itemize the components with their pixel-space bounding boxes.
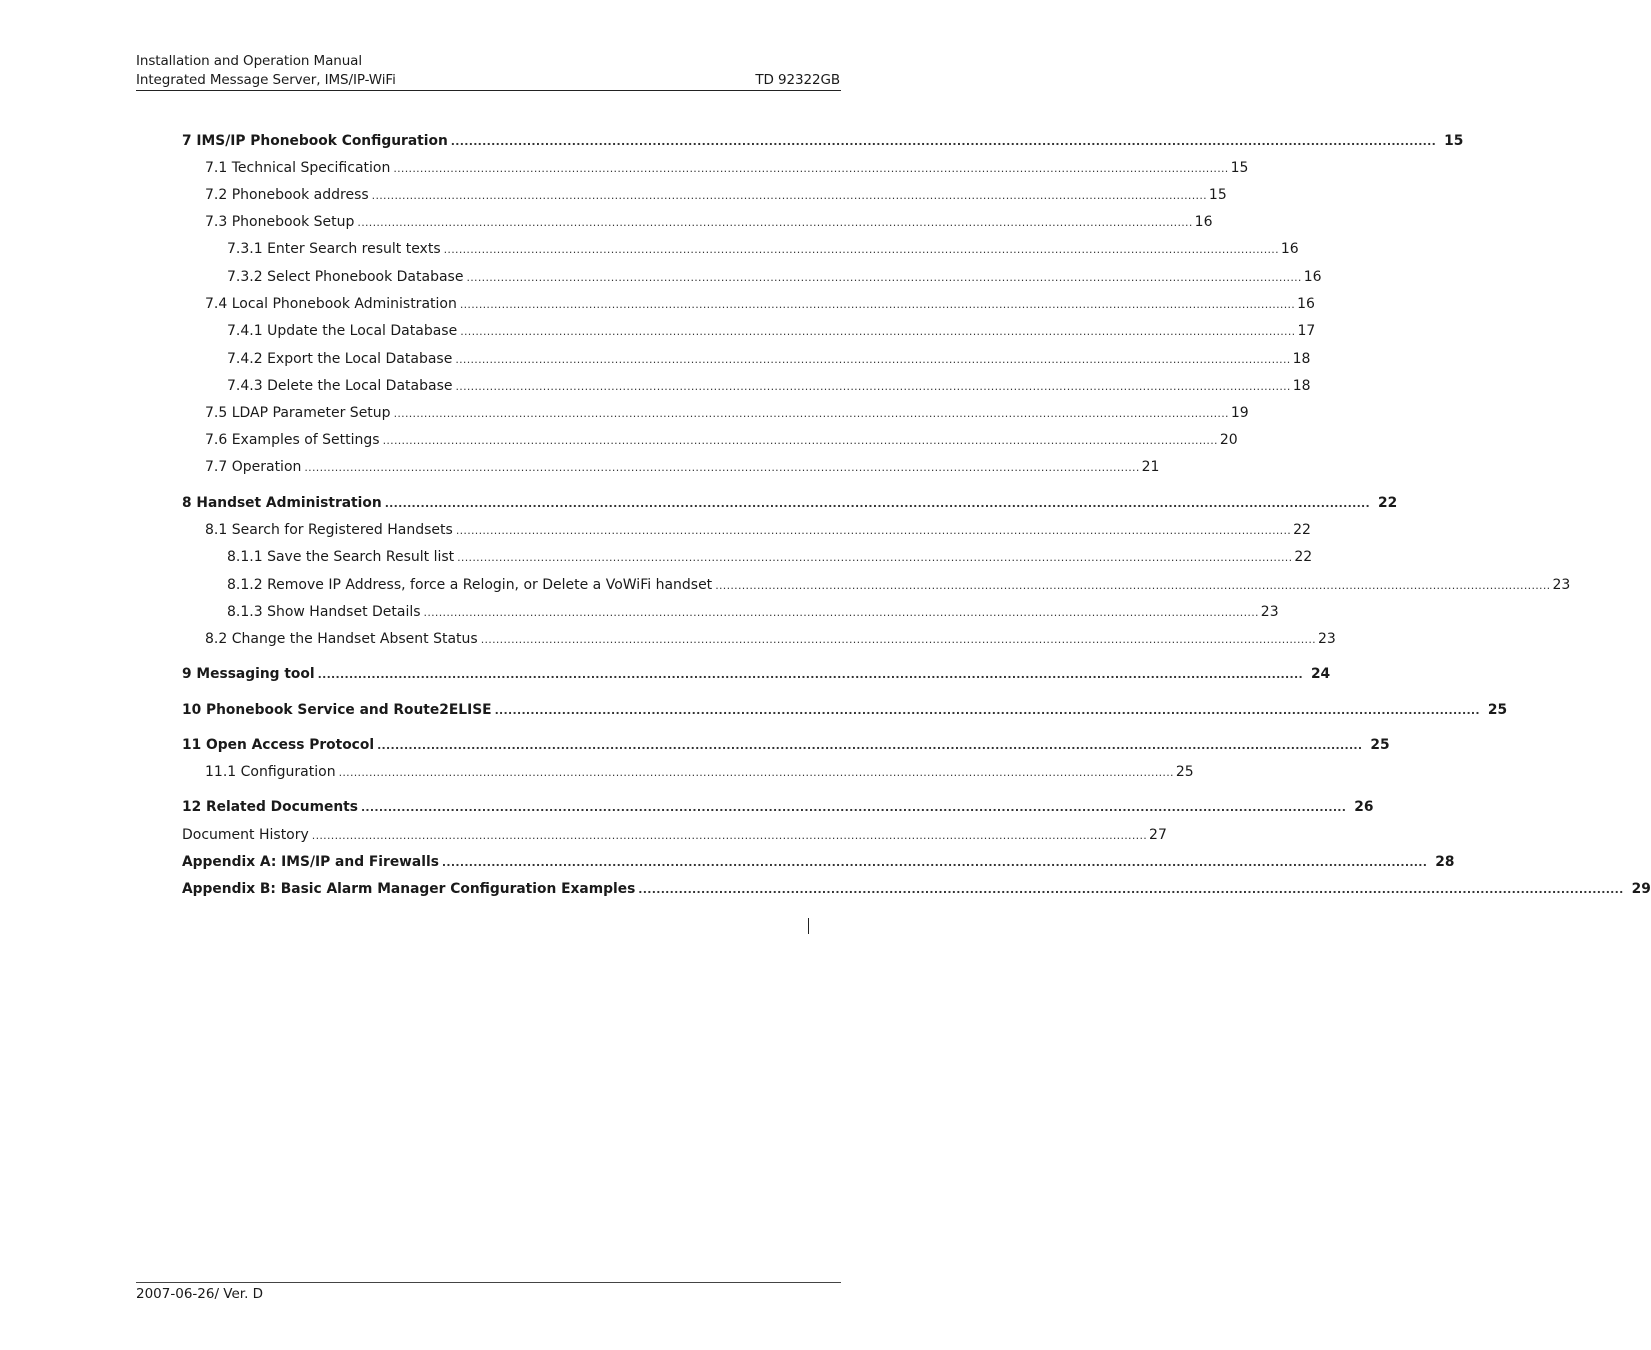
- toc-page-number: 22: [1378, 495, 1398, 511]
- page-footer: [136, 1285, 263, 1304]
- toc-entry[interactable]: [227, 350, 1311, 369]
- toc-entry-title: Appendix A: IMS/IP and Firewalls: [182, 854, 439, 870]
- toc-entry[interactable]: [205, 431, 1238, 450]
- toc-entry[interactable]: [205, 186, 1227, 205]
- toc-page-number: 24: [1310, 666, 1331, 682]
- toc-entry-title: 7.2 Phonebook address: [205, 187, 369, 203]
- toc-page-number: 16: [1194, 214, 1213, 230]
- toc-entry[interactable]: [182, 798, 1374, 817]
- toc-entry[interactable]: [205, 159, 1249, 178]
- toc-entry[interactable]: [205, 213, 1213, 232]
- toc-entry-title: 7.7 Operation: [205, 459, 302, 475]
- toc-page-number: 23: [1552, 577, 1571, 593]
- toc-entry-title: 8.1.2 Remove IP Address, force a Relogin, or Delete a VoWiFi handset: [227, 577, 713, 593]
- toc-entry-title: 7.3.1 Enter Search result texts: [227, 241, 441, 257]
- footer-divider: [136, 1282, 841, 1283]
- toc-dot-leader: ............................................................................................................................................................................................................................: [441, 856, 1428, 869]
- toc-page-number: 26: [1354, 799, 1374, 815]
- toc-dot-leader: ............................................................................................................................................................................................................................: [460, 325, 1296, 338]
- toc-entry-title: Appendix B: Basic Alarm Manager Configuration Examples: [182, 881, 636, 897]
- toc-entry[interactable]: [182, 736, 1390, 755]
- toc-page-number: 16: [1280, 241, 1299, 257]
- toc-dot-leader: ............................................................................................................................................................................................................................: [450, 135, 1437, 148]
- toc-page-number: 27: [1149, 827, 1167, 843]
- toc-entry-title: 9 Messaging tool: [182, 666, 315, 682]
- toc-page-number: 18: [1292, 378, 1311, 394]
- toc-dot-leader: ............................................................................................................................................................................................................................: [457, 551, 1293, 564]
- toc-dot-leader: ............................................................................................................................................................................................................................: [304, 461, 1140, 474]
- toc-dot-leader: ............................................................................................................................................................................................................................: [393, 162, 1229, 175]
- toc-entry-title: 7.3.2 Select Phonebook Database: [227, 269, 464, 285]
- toc-entry-title: 8 Handset Administration: [182, 495, 382, 511]
- toc-page-number: 22: [1293, 522, 1311, 538]
- manual-title: Installation and Operation Manual: [136, 53, 362, 69]
- toc-dot-leader: ............................................................................................................................................................................................................................: [357, 216, 1193, 229]
- toc-entry-title: 8.1 Search for Registered Handsets: [205, 522, 453, 538]
- toc-page-number: 25: [1175, 764, 1194, 780]
- toc-entry[interactable]: [227, 377, 1311, 396]
- toc-entry-title: 7 IMS/IP Phonebook Configuration: [182, 133, 448, 149]
- toc-entry[interactable]: [205, 404, 1249, 423]
- toc-entry[interactable]: [182, 494, 1398, 513]
- toc-dot-leader: ............................................................................................................................................................................................................................: [423, 606, 1259, 619]
- toc-page-number: 15: [1230, 160, 1249, 176]
- toc-entry-title: 7.1 Technical Specification: [205, 160, 391, 176]
- toc-page-number: 29: [1631, 881, 1651, 897]
- toc-entry[interactable]: [182, 701, 1508, 720]
- toc-entry[interactable]: [205, 763, 1194, 782]
- toc-dot-leader: ............................................................................................................................................................................................................................: [443, 243, 1279, 256]
- toc-entry-title: 7.4.1 Update the Local Database: [227, 323, 458, 339]
- toc-dot-leader: ............................................................................................................................................................................................................................: [455, 353, 1291, 366]
- toc-entry[interactable]: [182, 826, 1167, 845]
- toc-entry-title: 12 Related Documents: [182, 799, 358, 815]
- toc-dot-leader: ............................................................................................................................................................................................................................: [311, 829, 1148, 842]
- toc-entry[interactable]: [205, 458, 1160, 477]
- toc-page-number: 18: [1292, 351, 1311, 367]
- toc-dot-leader: ............................................................................................................................................................................................................................: [360, 801, 1347, 814]
- toc-entry-title: 8.1.1 Save the Search Result list: [227, 549, 455, 565]
- toc-dot-leader: ............................................................................................................................................................................................................................: [715, 579, 1551, 592]
- toc-page-number: 17: [1297, 323, 1316, 339]
- page-header: [136, 52, 840, 90]
- toc-entry[interactable]: [227, 322, 1316, 341]
- toc-page-number: 15: [1208, 187, 1227, 203]
- toc-entry[interactable]: [227, 576, 1571, 595]
- toc-entry[interactable]: [227, 240, 1299, 259]
- product-title: Integrated Message Server, IMS/IP-WiFi: [136, 72, 396, 88]
- toc-page-number: 16: [1297, 296, 1315, 312]
- toc-entry-title: 7.5 LDAP Parameter Setup: [205, 405, 391, 421]
- toc-entry-title: 11 Open Access Protocol: [182, 737, 375, 753]
- toc-entry-title: 10 Phonebook Service and Route2ELISE: [182, 702, 492, 718]
- toc-entry-title: 7.4 Local Phonebook Administration: [205, 296, 457, 312]
- toc-page-number: 23: [1260, 604, 1279, 620]
- toc-dot-leader: ............................................................................................................................................................................................................................: [317, 668, 1303, 681]
- toc-dot-leader: ............................................................................................................................................................................................................................: [638, 883, 1624, 896]
- toc-dot-leader: ............................................................................................................................................................................................................................: [338, 766, 1174, 779]
- toc-entry-title: Document History: [182, 827, 309, 843]
- toc-entry-title: 7.3 Phonebook Setup: [205, 214, 355, 230]
- toc-page-number: 28: [1435, 854, 1455, 870]
- toc-entry[interactable]: [227, 603, 1279, 622]
- toc-entry-title: 11.1 Configuration: [205, 764, 336, 780]
- toc-dot-leader: ............................................................................................................................................................................................................................: [455, 380, 1291, 393]
- toc-page-number: 25: [1370, 737, 1390, 753]
- toc-entry-title: 8.1.3 Show Handset Details: [227, 604, 421, 620]
- toc-entry[interactable]: [182, 853, 1455, 872]
- toc-entry[interactable]: [227, 268, 1322, 287]
- toc-dot-leader: ............................................................................................................................................................................................................................: [494, 704, 1480, 717]
- toc-entry[interactable]: [182, 880, 1651, 899]
- toc-dot-leader: ............................................................................................................................................................................................................................: [382, 434, 1218, 447]
- change-bar: [808, 918, 809, 934]
- toc-entry[interactable]: [182, 132, 1464, 151]
- document-id: TD 92322GB: [755, 72, 840, 88]
- toc-dot-leader: ............................................................................................................................................................................................................................: [480, 633, 1316, 646]
- footer-date-version: 2007-06-26/ Ver. D: [136, 1286, 264, 1302]
- toc-dot-leader: ............................................................................................................................................................................................................................: [459, 298, 1296, 311]
- toc-entry-title: 8.2 Change the Handset Absent Status: [205, 631, 478, 647]
- toc-page-number: 22: [1294, 549, 1313, 565]
- toc-page-number: 16: [1303, 269, 1322, 285]
- toc-entry[interactable]: [205, 295, 1315, 314]
- toc-dot-leader: ............................................................................................................................................................................................................................: [393, 407, 1229, 420]
- toc-page-number: 23: [1317, 631, 1336, 647]
- header-divider: [136, 90, 841, 91]
- toc-entry-title: 7.4.2 Export the Local Database: [227, 351, 453, 367]
- toc-dot-leader: ............................................................................................................................................................................................................................: [466, 271, 1302, 284]
- toc-entry[interactable]: [182, 665, 1331, 684]
- toc-dot-leader: ............................................................................................................................................................................................................................: [371, 189, 1207, 202]
- toc-dot-leader: ............................................................................................................................................................................................................................: [455, 524, 1292, 537]
- toc-entry[interactable]: [227, 548, 1313, 567]
- toc-dot-leader: ............................................................................................................................................................................................................................: [377, 739, 1363, 752]
- toc-page-number: 20: [1219, 432, 1238, 448]
- toc-dot-leader: ............................................................................................................................................................................................................................: [384, 497, 1371, 510]
- toc-page-number: 25: [1487, 702, 1508, 718]
- toc-entry-title: 7.6 Examples of Settings: [205, 432, 380, 448]
- toc-page-number: 19: [1230, 405, 1249, 421]
- toc-entry[interactable]: [205, 630, 1336, 649]
- toc-entry-title: 7.4.3 Delete the Local Database: [227, 378, 453, 394]
- toc-page-number: 15: [1444, 133, 1464, 149]
- toc-entry[interactable]: [205, 521, 1311, 540]
- toc-page-number: 21: [1141, 459, 1160, 475]
